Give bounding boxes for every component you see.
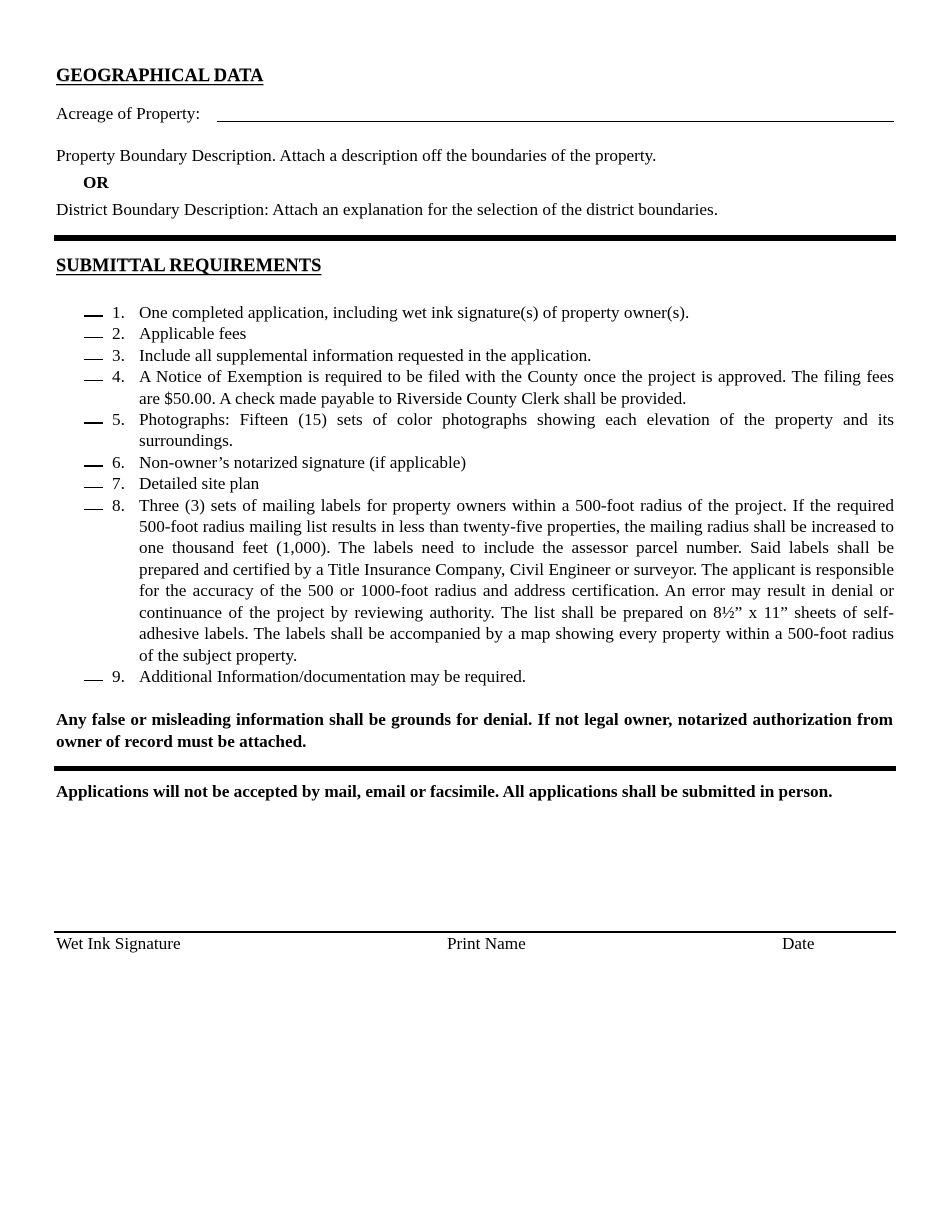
requirement-number: 7. <box>112 474 125 494</box>
requirement-item <box>83 666 894 687</box>
district-boundary-text: District Boundary Description: Attach an explanation for the selection of the district boundaries. <box>56 200 719 219</box>
requirement-number: 5. <box>112 410 125 430</box>
acreage-label: Acreage of Property: <box>56 104 201 123</box>
requirement-item <box>83 302 894 323</box>
checkbox-blank[interactable] <box>83 345 103 366</box>
checkbox-blank[interactable] <box>83 452 103 473</box>
requirement-number: 9. <box>112 666 125 686</box>
requirement-number: 2. <box>112 324 125 344</box>
requirement-number: 6. <box>112 452 125 472</box>
checkbox-blank[interactable] <box>83 473 103 494</box>
checkbox-blank[interactable] <box>83 666 103 687</box>
print-name-label: Print Name <box>447 934 526 953</box>
requirement-number: 3. <box>112 345 125 365</box>
section-divider <box>54 235 896 241</box>
requirement-text: Detailed site plan <box>139 474 260 494</box>
checkbox-blank[interactable] <box>83 323 103 344</box>
false-information-warning: Any false or misleading information shall be grounds for denial. If not legal owner, notarized authorization from owner of record must be attached. <box>56 710 893 751</box>
requirement-number: 4. <box>112 367 125 387</box>
section-divider <box>54 766 896 771</box>
requirement-item <box>83 366 894 409</box>
requirement-item <box>83 323 894 344</box>
submission-notice: Applications will not be accepted by mail, email or facsimile. All applications shall be submitted in person. <box>56 782 833 801</box>
checkbox-blank[interactable] <box>83 302 103 323</box>
date-label: Date <box>782 934 815 953</box>
geographical-data-heading: GEOGRAPHICAL DATA <box>56 66 264 86</box>
checkbox-blank[interactable] <box>83 409 103 452</box>
requirement-item <box>83 452 894 473</box>
property-boundary-text: Property Boundary Description. Attach a description off the boundaries of the property. <box>56 146 657 165</box>
requirement-text: Photographs: Fifteen (15) sets of color photographs showing each elevation of the property and its surroundings. <box>139 410 894 451</box>
requirement-text: One completed application, including wet ink signature(s) of property owner(s). <box>139 303 690 322</box>
requirement-item <box>83 495 894 666</box>
requirement-text: A Notice of Exemption is required to be filed with the County once the project is approved. The filing fees are $50.00. A check made payable to Riverside County Clerk shall be provided. <box>139 367 894 408</box>
signature-line[interactable] <box>54 931 896 933</box>
requirement-number: 8. <box>112 495 125 515</box>
or-label: OR <box>83 173 109 192</box>
checkbox-blank[interactable] <box>83 366 103 409</box>
wet-ink-signature-label: Wet Ink Signature <box>56 934 181 953</box>
requirement-text: Include all supplemental information requested in the application. <box>139 345 592 365</box>
requirement-item <box>83 473 894 494</box>
requirement-text: Additional Information/documentation may be required. <box>139 666 527 686</box>
requirement-text: Non-owner’s notarized signature (if applicable) <box>139 452 467 472</box>
requirement-text: Three (3) sets of mailing labels for property owners within a 500-foot radius of the project. If the required 500-foot radius mailing list results in less than twenty-five properties, the mailing radius shall be increased to one thousand feet (1,000). The labels need to include the assessor parcel number. Said labels shall be prepared and certified by a Title Insurance Company, Civil Engineer or surveyor. The applicant is responsible for the accuracy of the 500 or 1000-foot radius and address certification. An error may result in denial or continuance of the project by reviewing authority. The list shall be prepared on 8½” x 11” sheets of self-adhesive labels. The labels shall be accompanied by a map showing every property within a 500-foot radius of the subject property. <box>139 495 894 665</box>
acreage-input-line[interactable] <box>217 121 894 122</box>
requirements-list <box>83 302 894 687</box>
requirement-number: 1. <box>112 303 125 322</box>
requirement-item <box>83 345 894 366</box>
submittal-requirements-heading: SUBMITTAL REQUIREMENTS <box>56 256 322 276</box>
requirement-text: Applicable fees <box>139 324 247 344</box>
checkbox-blank[interactable] <box>83 495 103 666</box>
requirement-item <box>83 409 894 452</box>
